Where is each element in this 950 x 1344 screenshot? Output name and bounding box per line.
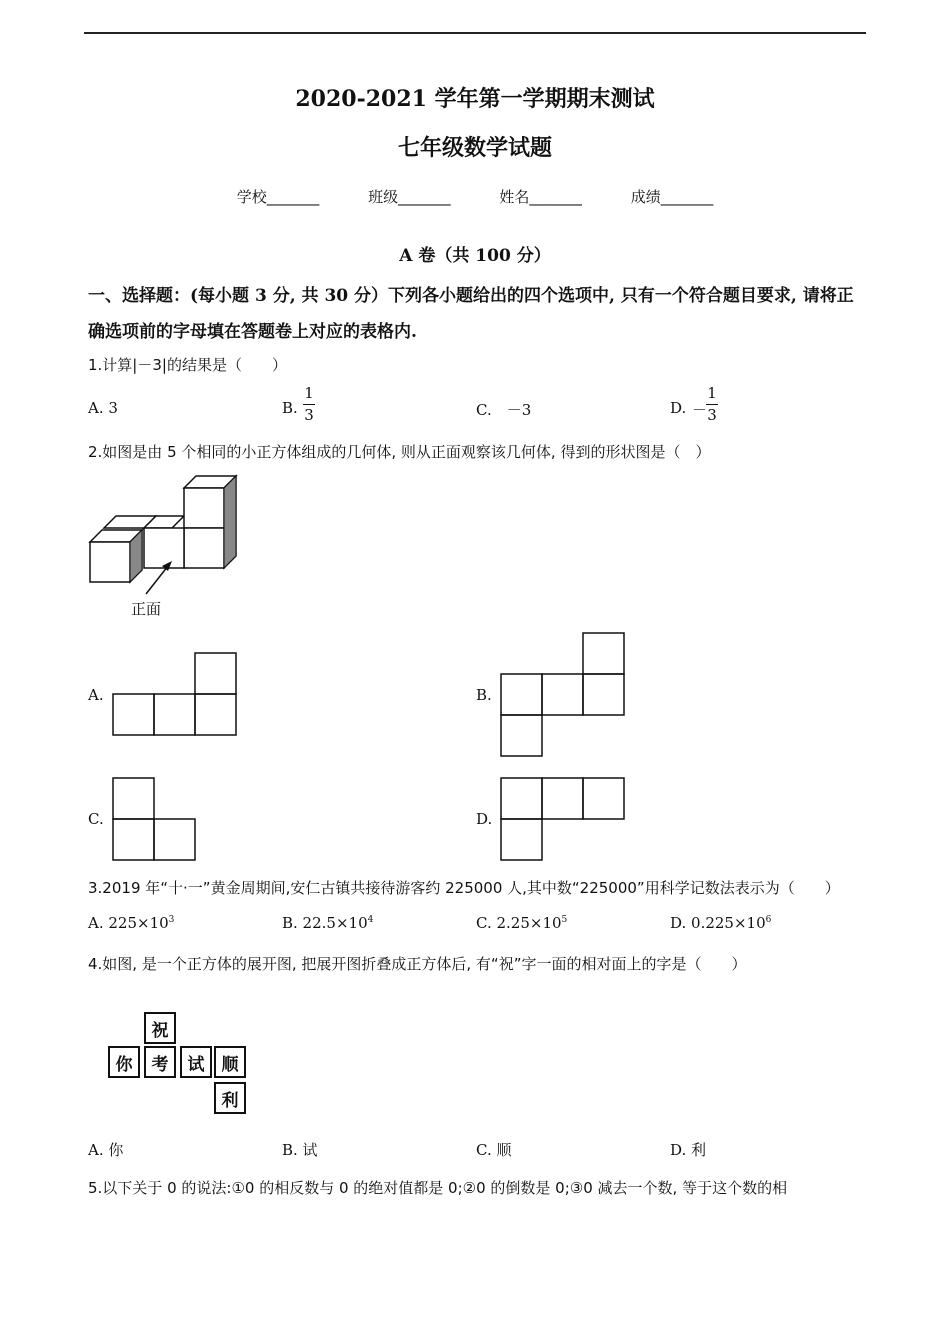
q1-option-b-label[interactable]: B. <box>282 399 298 417</box>
q2-option-d-figure <box>500 777 628 863</box>
cube-solid-figure <box>88 474 248 589</box>
net-cell-li: 利 <box>214 1082 246 1114</box>
q2-option-d[interactable]: D. <box>476 810 493 828</box>
q3-option-a-text: A. 225×10 <box>88 914 169 932</box>
q3-option-c-text: C. 2.25×10 <box>476 914 562 932</box>
q1-stem: 1.计算|－3|的结果是（ ） <box>88 356 287 374</box>
class-field[interactable]: 班级_______ <box>368 188 451 206</box>
q3-option-b-text: B. 22.5×10 <box>282 914 368 932</box>
net-cell-shi: 试 <box>180 1046 212 1078</box>
q3-option-a-exponent: 3 <box>168 915 175 925</box>
q3-option-b-exponent: 4 <box>367 915 374 925</box>
q2-stem: 2.如图是由 5 个相同的小正方体组成的几何体, 则从正面观察该几何体, 得到的形状图是（ ） <box>88 443 711 461</box>
q3-option-c-exponent: 5 <box>561 915 568 925</box>
q1-option-c[interactable]: C. －3 <box>476 401 532 419</box>
q2-option-c-figure <box>112 777 200 863</box>
part1-heading: 一、选择题：(每小题 3 分, 共 30 分）下列各小题给出的四个选项中, 只有一个符合题目要求, 请将正确选项前的字母填在答题卷上对应的表格内. <box>88 286 854 342</box>
q3-option-d-text: D. 0.225×10 <box>670 914 766 932</box>
q3-option-c[interactable] <box>476 914 567 932</box>
q3-option-d-exponent: 6 <box>765 915 772 925</box>
q3-option-a[interactable] <box>88 914 174 932</box>
net-cell-zhu: 祝 <box>144 1012 176 1044</box>
student-info-line <box>0 186 950 207</box>
fraction-bar <box>706 404 718 405</box>
exam-subtitle: 七年级数学试题 <box>397 135 552 161</box>
q4-option-b[interactable]: B. 试 <box>282 1141 318 1159</box>
fraction-numerator: 1 <box>707 384 717 402</box>
q2-option-c[interactable]: C. <box>88 810 104 828</box>
net-cell-shun: 顺 <box>214 1046 246 1078</box>
net-cell-kao: 考 <box>144 1046 176 1078</box>
q2-option-b-figure <box>500 632 628 760</box>
q3-stem: 3.2019 年“十·一”黄金周期间,安仁古镇共接待游客约 225000 人,其中数“225000”用科学记数法表示为（ ） <box>88 879 840 897</box>
net-cell-ni: 你 <box>108 1046 140 1078</box>
q2-option-b[interactable]: B. <box>476 686 492 704</box>
score-field[interactable]: 成绩_______ <box>630 188 714 206</box>
fraction-numerator: 1 <box>304 384 314 402</box>
q3-option-b[interactable] <box>282 914 373 932</box>
q3-option-d[interactable] <box>670 914 771 932</box>
fraction-denominator: 3 <box>304 406 314 424</box>
q4-option-a[interactable]: A. 你 <box>88 1141 124 1159</box>
section-a-heading: A 卷（共 100 分） <box>399 246 551 266</box>
q1-option-d-fraction <box>706 385 718 424</box>
q1-option-b-fraction <box>303 385 315 424</box>
q2-option-a-figure <box>112 652 240 738</box>
q5-stem: 5.以下关于 0 的说法:①0 的相反数与 0 的绝对值都是 0;②0 的倒数是 0;③0 减去一个数, 等于这个数的相 <box>88 1179 788 1197</box>
top-rule <box>84 32 866 34</box>
q4-option-c[interactable]: C. 顺 <box>476 1141 512 1159</box>
q4-option-d[interactable]: D. 利 <box>670 1141 707 1159</box>
q4-stem: 4.如图, 是一个正方体的展开图, 把展开图折叠成正方体后, 有“祝”字一面的相对面上的字是（ ） <box>88 955 747 973</box>
q1-option-d-sign: － <box>692 401 708 419</box>
fraction-bar <box>303 404 315 405</box>
q1-option-a[interactable]: A. 3 <box>88 399 118 417</box>
front-direction-label: 正面 <box>131 600 162 618</box>
q1-option-d-label[interactable]: D. <box>670 399 687 417</box>
name-field[interactable]: 姓名_______ <box>499 188 582 206</box>
exam-title: 2020-2021 学年第一学期期末测试 <box>295 86 655 112</box>
q2-option-a[interactable]: A. <box>88 686 104 704</box>
school-field[interactable]: 学校_______ <box>236 188 320 206</box>
fraction-denominator: 3 <box>707 406 717 424</box>
